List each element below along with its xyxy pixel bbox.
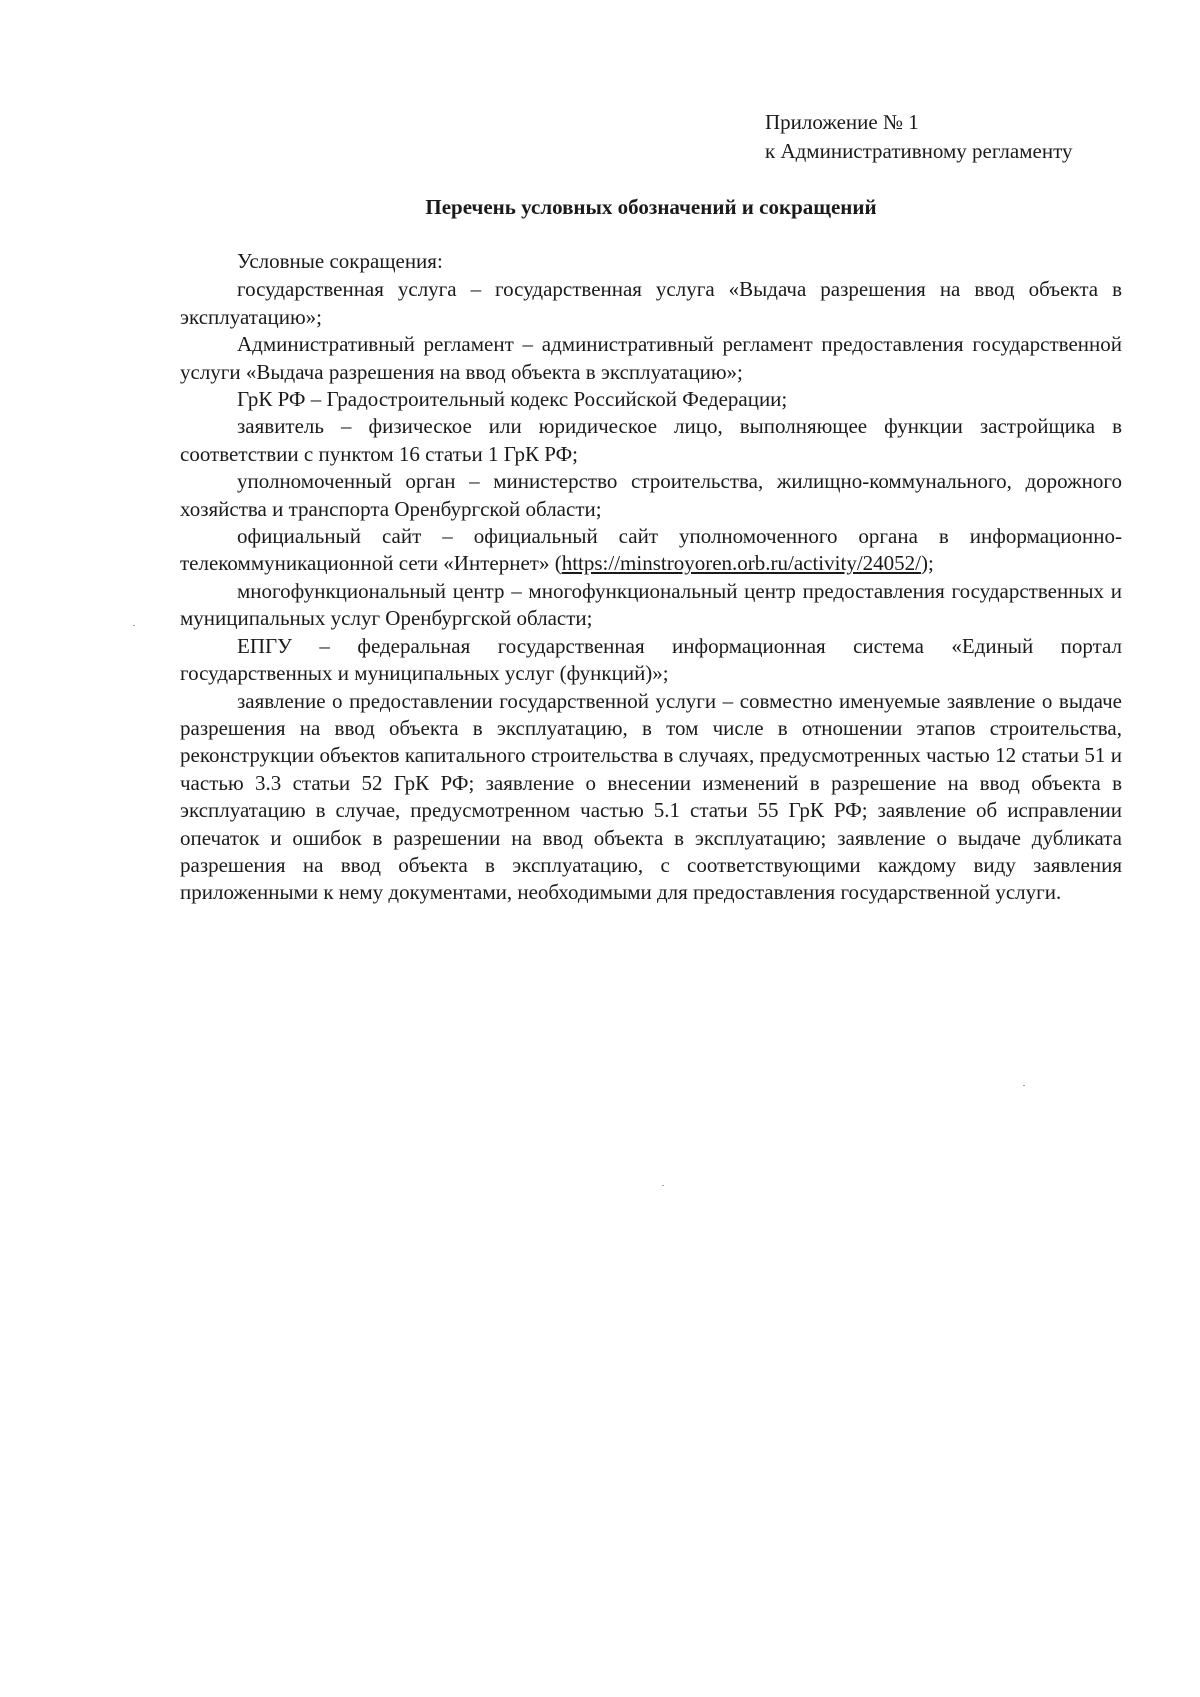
definition-authorized-body: уполномоченный орган – министерство строительства, жилищно-коммунального, дорожного хозяйства и транспорта Оренбургской области; — [180, 469, 1122, 521]
definition-official-site — [180, 523, 1122, 578]
document-title: Перечень условных обозначений и сокращений — [425, 195, 877, 219]
definition-applicant: заявитель – физическое или юридическое лицо, выполняющее функции застройщика в соответствии с пунктом 16 статьи 1 ГрК РФ; — [180, 414, 1122, 466]
definition-epgu: ЕПГУ – федеральная государственная информационная система «Единый портал государственных и муниципальных услуг (функций)»; — [180, 633, 1122, 686]
definition-mfc: многофункциональный центр – многофункциональный центр предоставления государственных и муниципальных услуг Оренбургской области; — [180, 578, 1122, 631]
appendix-line-number: Приложение № 1 — [765, 110, 919, 134]
scan-speck — [662, 1185, 664, 1186]
appendix-header — [765, 108, 1165, 166]
official-site-text-before: официальный сайт – официальный сайт уполномоченного органа в информационно-телекоммуникационной сети «Интернет» ( — [180, 524, 1122, 576]
intro-paragraph: Условные сокращения: — [237, 249, 443, 273]
scan-speck — [133, 625, 135, 626]
scan-speck — [1023, 1085, 1025, 1086]
appendix-line-reference: к Административному регламенту — [765, 139, 1073, 163]
official-site-text-after: ); — [920, 551, 934, 576]
definition-grk-rf: ГрК РФ – Градостроительный кодекс Российской Федерации; — [237, 387, 788, 412]
definition-application: заявление о предоставлении государственной услуги – совместно именуемые заявление о выдаче разрешения на ввод объекта в эксплуатацию, в том числе в отношении этапов строительства, реконструкции объектов капитального строительства в случаях, предусмотренных частью 12 статьи 51 и частью 3.3 статьи 52 ГрК РФ; заявление о внесении изменений в разрешение на ввод объекта в эксплуатацию в случае, предусмотренном частью 5.1 статьи 55 ГрК РФ; заявление об исправлении опечаток и ошибок в разрешении на ввод объекта в эксплуатацию; заявление о выдаче дубликата разрешения на ввод объекта в эксплуатацию, с соответствующими каждому виду заявления приложенными к нему документами, необходимыми для предоставления государственной услуги. — [180, 688, 1122, 905]
definition-state-service: государственная услуга – государственная услуга «Выдача разрешения на ввод объекта в эксплуатацию»; — [180, 277, 1122, 329]
document-body — [180, 248, 1122, 907]
definition-admin-regulation: Административный регламент – административный регламент предоставления государственной услуги «Выдача разрешения на ввод объекта в эксплуатацию»; — [180, 332, 1122, 384]
official-site-link[interactable]: https://minstroyoren.orb.ru/activity/24052/ — [561, 551, 921, 576]
